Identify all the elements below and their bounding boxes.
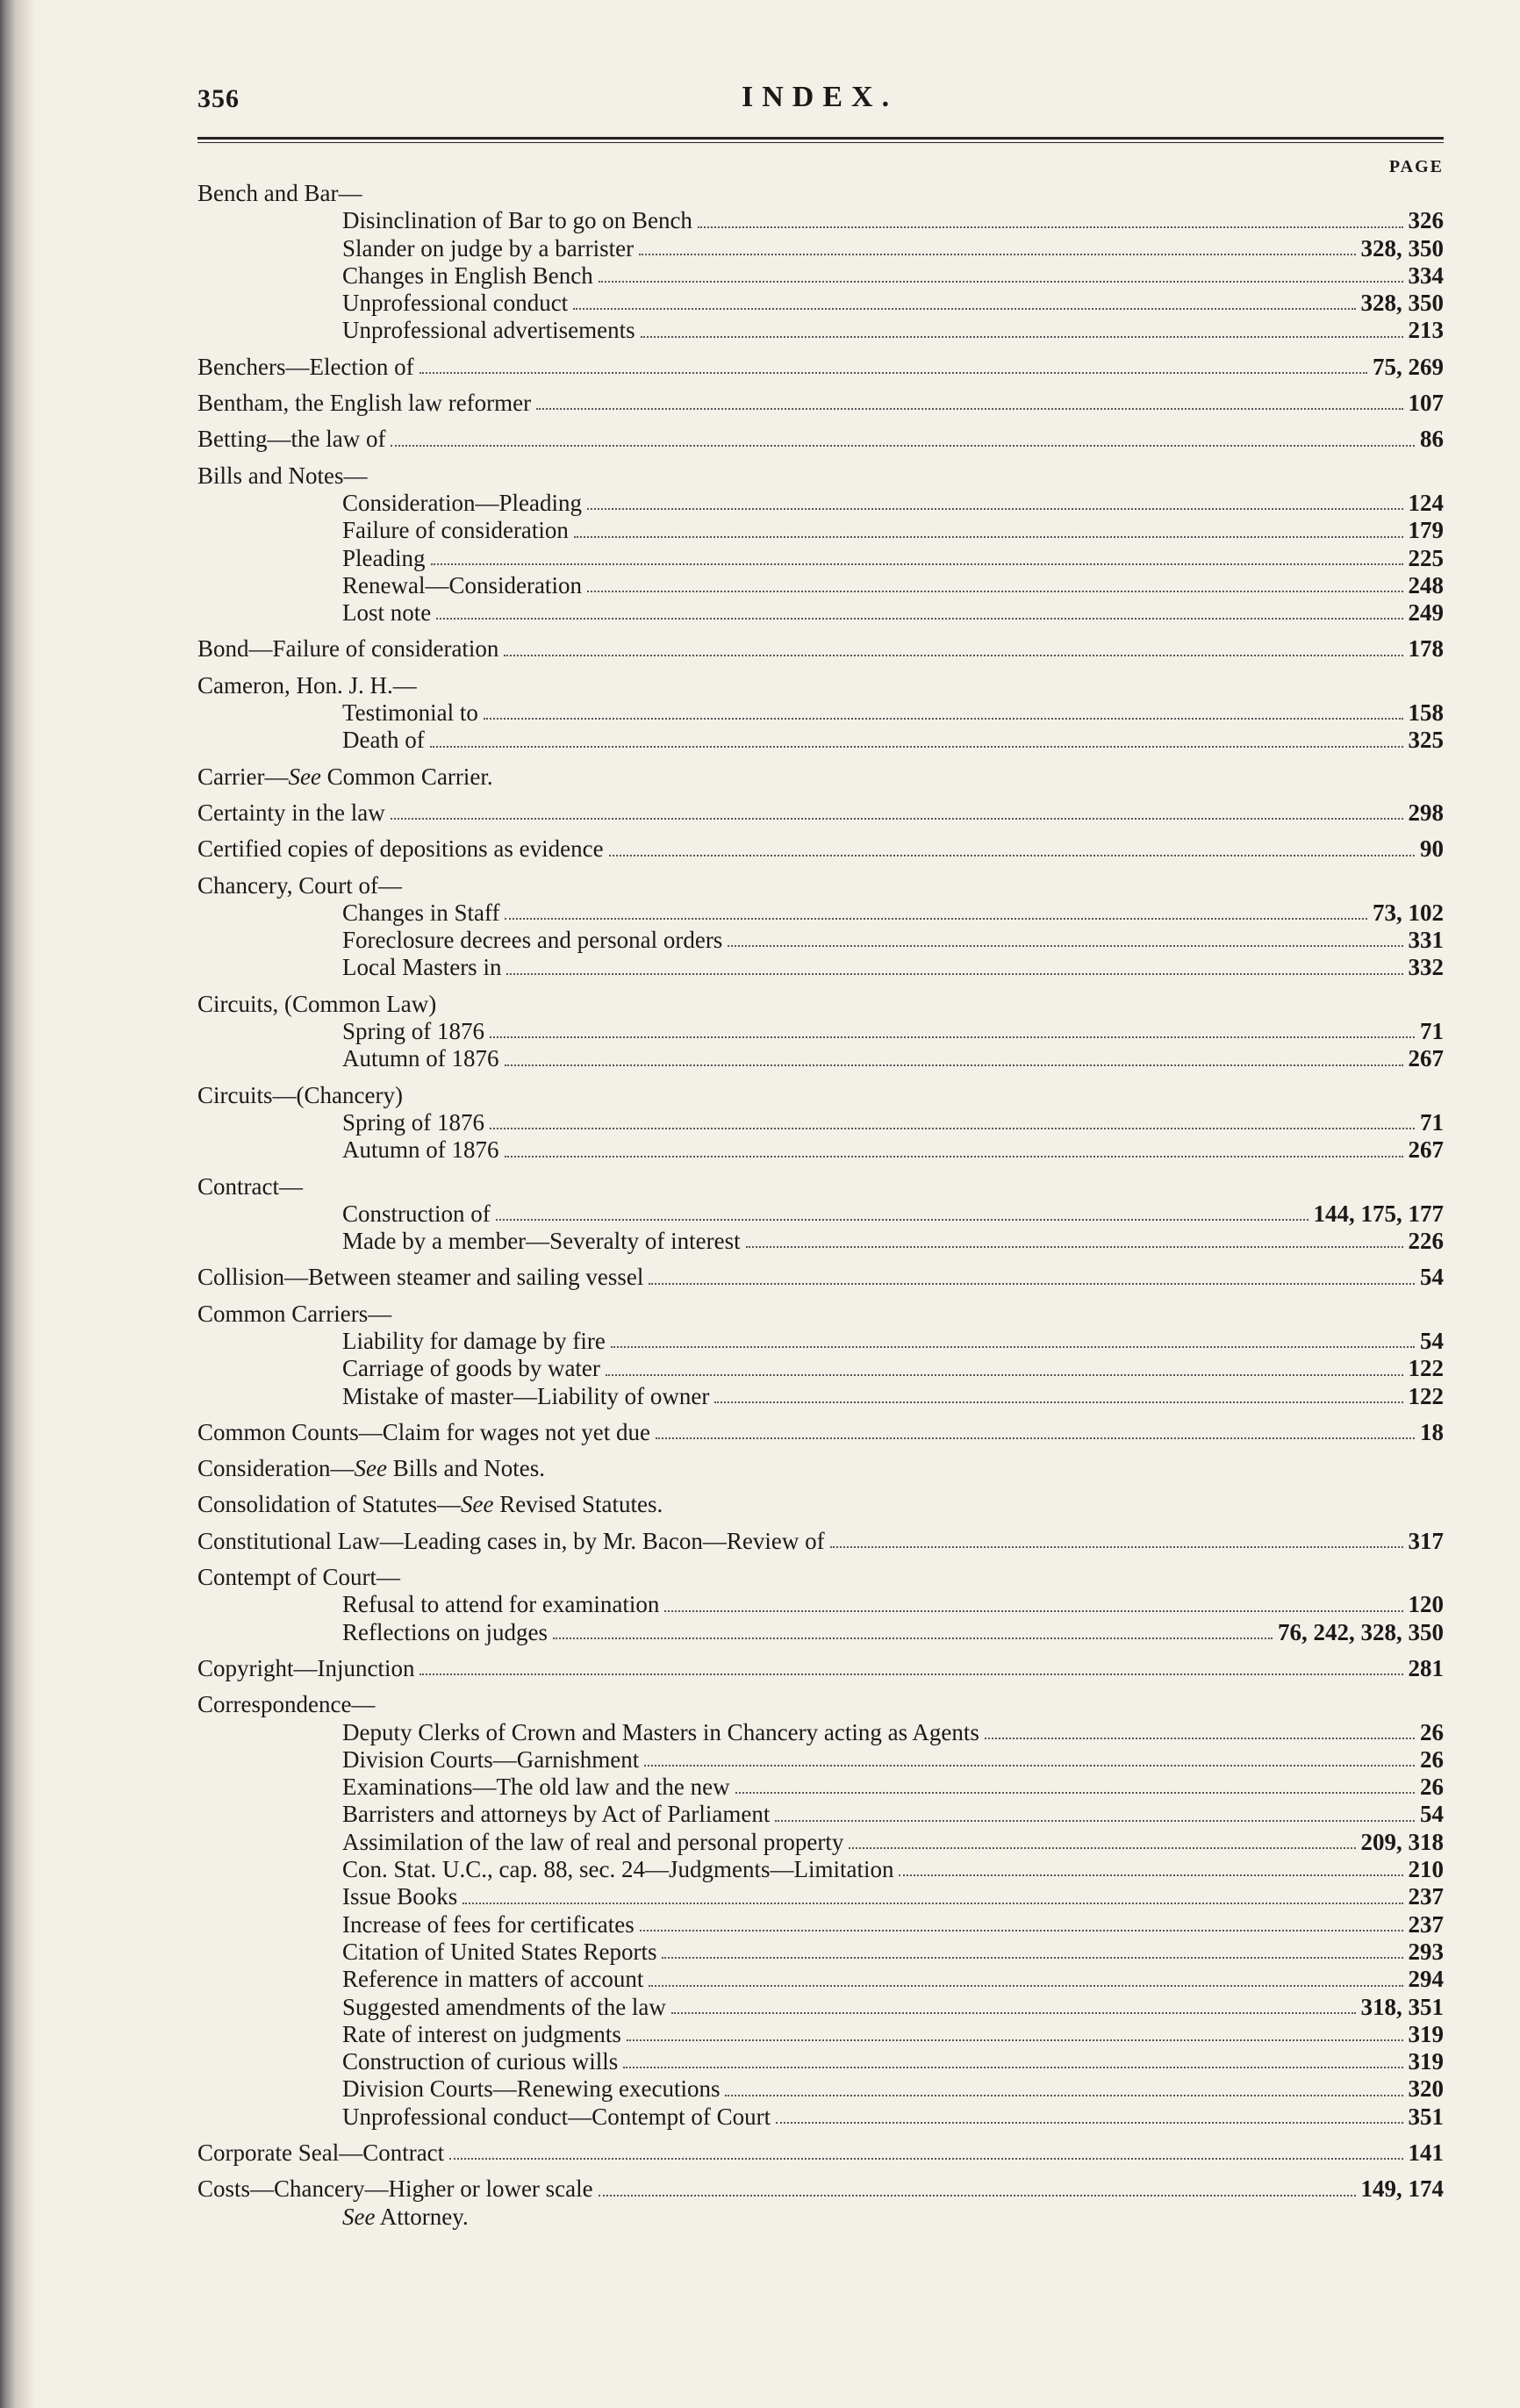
- index-entry: [197, 872, 1444, 982]
- header-rule: [197, 137, 1444, 140]
- index-entry: [197, 1655, 1444, 1682]
- page-reference: 328, 350: [1360, 234, 1444, 262]
- index-entry: [197, 991, 1444, 1073]
- index-heading: [197, 2175, 1444, 2203]
- dot-leader: [391, 817, 1403, 820]
- page-reference: 267: [1408, 1136, 1444, 1164]
- index-subentry: [197, 599, 1444, 627]
- index-heading: [197, 1491, 1444, 1518]
- index-subentry: [197, 1200, 1444, 1228]
- index-entry: [197, 672, 1444, 755]
- index-entry: [197, 2175, 1444, 2231]
- page-reference: 76, 242, 328, 350: [1278, 1618, 1444, 1645]
- index-heading: [197, 1564, 1444, 1591]
- subentry-text: Increase of fees for certificates: [342, 1910, 635, 1938]
- index-entry: [197, 1455, 1444, 1482]
- heading-text: Constitutional Law—Leading cases in, by Mr. Bacon—Review of: [197, 1527, 825, 1554]
- dot-leader: [728, 944, 1402, 947]
- dot-leader: [899, 1874, 1402, 1876]
- index-entry: [197, 1419, 1444, 1446]
- index-entry: [197, 390, 1444, 417]
- heading-text: Costs—Chancery—Higher or lower scale: [197, 2175, 593, 2203]
- page-reference: 122: [1408, 1355, 1444, 1382]
- heading-text: Bills and Notes—: [197, 462, 368, 489]
- index-entry: [197, 1564, 1444, 1646]
- index-subentry: [197, 954, 1444, 981]
- index-subentry: [197, 1856, 1444, 1883]
- dot-leader: [609, 854, 1415, 856]
- index-heading: [197, 872, 1444, 899]
- page-reference: 294: [1408, 1966, 1444, 1993]
- page-reference: 237: [1408, 1883, 1444, 1910]
- index-entry: [197, 1082, 1444, 1165]
- page-reference: 179: [1408, 517, 1444, 544]
- subentry-text: Suggested amendments of the law: [342, 1993, 666, 2020]
- dot-leader: [640, 1929, 1403, 1931]
- index-entry: [197, 763, 1444, 791]
- dot-leader: [606, 1373, 1403, 1376]
- index-subentry: [197, 1829, 1444, 1856]
- subentry-text: Changes in English Bench: [342, 262, 593, 289]
- subentry-text: Slander on judge by a barrister: [342, 234, 635, 262]
- dot-leader: [496, 1218, 1308, 1221]
- dot-leader: [436, 617, 1402, 620]
- dot-leader: [391, 444, 1415, 447]
- subentry-text: Carriage of goods by water: [342, 1355, 600, 1382]
- page-reference: 318, 351: [1360, 1993, 1444, 2020]
- dot-leader: [649, 1984, 1402, 1987]
- dot-leader: [698, 226, 1403, 228]
- page-title: INDEX.: [742, 81, 899, 113]
- heading-text: Circuits—(Chancery): [197, 1081, 403, 1108]
- dot-leader: [627, 2039, 1403, 2041]
- dot-leader: [649, 1282, 1415, 1285]
- heading-text: Chancery, Court of—: [197, 871, 402, 899]
- dot-leader: [462, 1902, 1402, 1904]
- index-subentry: [197, 1994, 1444, 2021]
- page-reference: 54: [1420, 1801, 1444, 1828]
- index-subentry: [197, 927, 1444, 954]
- index-entries: [197, 180, 1444, 2231]
- heading-text: Collision—Between steamer and sailing vessel: [197, 1264, 644, 1291]
- index-heading: [197, 390, 1444, 417]
- dot-leader: [419, 371, 1367, 374]
- index-heading: [197, 2139, 1444, 2167]
- subentry-text: Lost note: [342, 599, 432, 627]
- heading-text: Contempt of Court—: [197, 1564, 400, 1591]
- index-subentry: [197, 699, 1444, 727]
- index-subentry: [197, 1911, 1444, 1939]
- dot-leader: [849, 1846, 1355, 1849]
- subentry-text: Construction of: [342, 1200, 491, 1227]
- index-entry: [197, 180, 1444, 345]
- subentry-text: Testimonial to: [342, 699, 478, 727]
- page-reference: 298: [1408, 799, 1444, 826]
- index-heading: [197, 180, 1444, 207]
- page-reference: 249: [1408, 599, 1444, 627]
- index-entry: [197, 2139, 1444, 2167]
- page-reference: 225: [1408, 544, 1444, 571]
- page-reference: 26: [1420, 1718, 1444, 1745]
- dot-leader: [714, 1401, 1402, 1403]
- dot-leader: [644, 1764, 1415, 1767]
- header-rule-thin: [197, 142, 1444, 143]
- page-reference: 26: [1420, 1745, 1444, 1773]
- index-subentry: [197, 490, 1444, 517]
- dot-leader: [506, 972, 1402, 975]
- index-subentry: [197, 545, 1444, 572]
- heading-text: Common Counts—Claim for wages not yet due: [197, 1418, 650, 1445]
- heading-text: Cameron, Hon. J. H.—: [197, 671, 417, 699]
- index-heading: [197, 1419, 1444, 1446]
- page-reference: 209, 318: [1360, 1828, 1444, 1855]
- subentry-text: Reference in matters of account: [342, 1966, 644, 1993]
- dot-leader: [830, 1545, 1403, 1548]
- page-reference: 107: [1408, 390, 1444, 417]
- heading-text: Certainty in the law: [197, 799, 385, 826]
- subentry-text: Spring of 1876: [342, 1108, 484, 1136]
- dot-leader: [599, 280, 1403, 283]
- page-reference: 325: [1408, 727, 1444, 754]
- dot-leader: [775, 1819, 1415, 1822]
- page-reference: 210: [1408, 1856, 1444, 1883]
- page-reference: 317: [1408, 1527, 1444, 1554]
- subentry-text: Consideration—Pleading: [342, 489, 582, 516]
- dot-leader: [671, 2011, 1356, 2014]
- index-subentry: [197, 2048, 1444, 2075]
- index-subentry: [197, 1328, 1444, 1355]
- index-subentry: [197, 727, 1444, 754]
- dot-leader: [490, 1036, 1415, 1038]
- page-reference: 73, 102: [1373, 899, 1444, 926]
- page-reference: 319: [1408, 2020, 1444, 2047]
- page-reference: 332: [1408, 954, 1444, 981]
- dot-leader: [664, 1609, 1402, 1612]
- subentry-text: Construction of curious wills: [342, 2048, 619, 2075]
- page-reference: 124: [1408, 489, 1444, 516]
- dot-leader: [735, 1791, 1415, 1794]
- dot-leader: [449, 2157, 1402, 2160]
- index-subentry: [197, 1136, 1444, 1164]
- heading-text: Benchers—Election of: [197, 353, 414, 380]
- heading-text: Bond—Failure of consideration: [197, 635, 499, 663]
- dot-leader: [431, 563, 1403, 565]
- index-subentry: [197, 2204, 1444, 2231]
- subentry-text: Failure of consideration: [342, 517, 569, 544]
- index-entry: [197, 1301, 1444, 1410]
- index-subentry: [197, 2021, 1444, 2048]
- dot-leader: [662, 1956, 1402, 1959]
- heading-text: Common Carriers—: [197, 1300, 392, 1327]
- page-reference: 71: [1420, 1018, 1444, 1045]
- dot-leader: [587, 507, 1403, 510]
- index-entry: [197, 1691, 1444, 2131]
- index-subentry: [197, 317, 1444, 344]
- heading-text: Circuits, (Common Law): [197, 990, 437, 1017]
- index-heading: [197, 1264, 1444, 1291]
- index-heading: [197, 1082, 1444, 1109]
- subentry-text: See Attorney.: [342, 2203, 469, 2230]
- page-reference: 120: [1408, 1591, 1444, 1618]
- subentry-text: Autumn of 1876: [342, 1136, 499, 1164]
- dot-leader: [599, 2194, 1356, 2197]
- heading-text: Betting—the law of: [197, 426, 386, 453]
- dot-leader: [574, 535, 1403, 538]
- page-reference: 141: [1408, 2139, 1444, 2166]
- dot-leader: [623, 2066, 1402, 2068]
- page-reference: 18: [1420, 1418, 1444, 1445]
- page-reference: 54: [1420, 1327, 1444, 1354]
- subentry-text: Changes in Staff: [342, 899, 500, 926]
- dot-leader: [430, 745, 1403, 748]
- page-reference: 122: [1408, 1382, 1444, 1409]
- subentry-text: Made by a member—Severalty of interest: [342, 1228, 741, 1255]
- index-subentry: [197, 2103, 1444, 2131]
- index-subentry: [197, 1619, 1444, 1646]
- subentry-text: Liability for damage by fire: [342, 1327, 606, 1354]
- index-heading: [197, 426, 1444, 453]
- index-subentry: [197, 262, 1444, 290]
- subentry-text: Local Masters in: [342, 954, 502, 981]
- index-entry: [197, 354, 1444, 381]
- index-subentry: [197, 1383, 1444, 1410]
- page-reference: 331: [1408, 927, 1444, 954]
- page-reference: 86: [1420, 426, 1444, 453]
- page-reference: 75, 269: [1373, 353, 1444, 380]
- dot-leader: [505, 917, 1367, 920]
- page-reference: 54: [1420, 1264, 1444, 1291]
- page-binding-shadow: [0, 0, 35, 2408]
- dot-leader: [484, 717, 1403, 720]
- index-heading: [197, 1455, 1444, 1482]
- dot-leader: [611, 1345, 1415, 1348]
- dot-leader: [419, 1673, 1402, 1675]
- dot-leader: [641, 335, 1403, 338]
- page-reference: 319: [1408, 2048, 1444, 2075]
- index-subentry: [197, 899, 1444, 927]
- index-subentry: [197, 290, 1444, 317]
- index-subentry: [197, 1109, 1444, 1136]
- index-entry: [197, 635, 1444, 663]
- subentry-text: Barristers and attorneys by Act of Parliament: [342, 1801, 771, 1828]
- index-heading: [197, 991, 1444, 1018]
- subentry-text: Issue Books: [342, 1883, 458, 1910]
- subentry-text: Autumn of 1876: [342, 1045, 499, 1072]
- index-heading: [197, 354, 1444, 381]
- index-subentry: [197, 517, 1444, 544]
- page-reference: 90: [1420, 835, 1444, 863]
- subentry-text: Unprofessional conduct—Contempt of Court: [342, 2103, 771, 2130]
- index-subentry: [197, 1801, 1444, 1828]
- index-subentry: [197, 1228, 1444, 1255]
- dot-leader: [573, 307, 1355, 310]
- subentry-text: Con. Stat. U.C., cap. 88, sec. 24—Judgments—Limitation: [342, 1856, 894, 1883]
- index-page: [197, 79, 1444, 2240]
- dot-leader: [505, 1155, 1403, 1157]
- subentry-text: Unprofessional advertisements: [342, 317, 635, 344]
- heading-text: Carrier—See Common Carrier.: [197, 763, 493, 790]
- index-subentry: [197, 1746, 1444, 1774]
- heading-text: Corporate Seal—Contract: [197, 2139, 445, 2166]
- page-reference: 326: [1408, 207, 1444, 234]
- index-heading: [197, 1173, 1444, 1200]
- subentry-text: Rate of interest on judgments: [342, 2020, 621, 2047]
- index-entry: [197, 1528, 1444, 1555]
- heading-text: Certified copies of depositions as evidence: [197, 835, 604, 863]
- page-reference: 26: [1420, 1774, 1444, 1801]
- index-subentry: [197, 1966, 1444, 1993]
- index-subentry: [197, 2075, 1444, 2103]
- index-heading: [197, 1691, 1444, 1718]
- page-reference: 144, 175, 177: [1313, 1200, 1444, 1227]
- heading-text: Contract—: [197, 1172, 303, 1200]
- page-reference: 351: [1408, 2103, 1444, 2130]
- dot-leader: [536, 407, 1402, 410]
- index-heading: [197, 1655, 1444, 1682]
- subentry-text: Division Courts—Garnishment: [342, 1745, 640, 1773]
- page-reference: 213: [1408, 317, 1444, 344]
- index-heading: [197, 763, 1444, 791]
- index-subentry: [197, 1591, 1444, 1618]
- dot-leader: [746, 1245, 1403, 1248]
- subentry-text: Unprofessional conduct: [342, 290, 569, 317]
- dot-leader: [639, 253, 1355, 255]
- index-subentry: [197, 1939, 1444, 1966]
- index-heading: [197, 1301, 1444, 1328]
- subentry-text: Pleading: [342, 544, 426, 571]
- dot-leader: [656, 1437, 1415, 1439]
- heading-text: Bentham, the English law reformer: [197, 390, 532, 417]
- index-subentry: [197, 1045, 1444, 1072]
- index-entry: [197, 835, 1444, 863]
- subentry-text: Spring of 1876: [342, 1018, 484, 1045]
- subentry-text: Citation of United States Reports: [342, 1938, 657, 1965]
- page-reference: 334: [1408, 262, 1444, 289]
- heading-text: Consideration—See Bills and Notes.: [197, 1455, 545, 1482]
- dot-leader: [553, 1637, 1273, 1639]
- subentry-text: Examinations—The old law and the new: [342, 1774, 730, 1801]
- index-entry: [197, 1264, 1444, 1291]
- index-heading: [197, 835, 1444, 863]
- page-reference: 248: [1408, 571, 1444, 598]
- heading-text: Bench and Bar—: [197, 180, 362, 206]
- subentry-text: Reflections on judges: [342, 1618, 548, 1645]
- subentry-text: Renewal—Consideration: [342, 571, 582, 598]
- index-entry: [197, 799, 1444, 827]
- page-reference: 178: [1408, 635, 1444, 663]
- dot-leader: [490, 1127, 1415, 1129]
- index-entry: [197, 1173, 1444, 1256]
- subentry-text: Refusal to attend for examination: [342, 1591, 660, 1618]
- index-heading: [197, 672, 1444, 699]
- index-subentry: [197, 1018, 1444, 1045]
- page-reference: 149, 174: [1360, 2175, 1444, 2203]
- subentry-text: Deputy Clerks of Crown and Masters in Chancery acting as Agents: [342, 1718, 979, 1745]
- index-subentry: [197, 1355, 1444, 1382]
- index-entry: [197, 462, 1444, 627]
- dot-leader: [505, 1064, 1403, 1066]
- dot-leader: [776, 2121, 1402, 2124]
- index-heading: [197, 799, 1444, 827]
- dot-leader: [725, 2094, 1402, 2096]
- subentry-text: Division Courts—Renewing executions: [342, 2075, 721, 2103]
- index-heading: [197, 462, 1444, 490]
- subentry-text: Disinclination of Bar to go on Bench: [342, 207, 692, 234]
- dot-leader: [504, 654, 1402, 656]
- index-subentry: [197, 572, 1444, 599]
- page-reference: 267: [1408, 1045, 1444, 1072]
- page-reference: 226: [1408, 1228, 1444, 1255]
- dot-leader: [587, 590, 1403, 592]
- page-header: [197, 79, 1444, 132]
- heading-text: Correspondence—: [197, 1691, 376, 1718]
- subentry-text: Foreclosure decrees and personal orders: [342, 927, 723, 954]
- heading-text: Consolidation of Statutes—See Revised Statutes.: [197, 1491, 663, 1518]
- page-reference: 71: [1420, 1108, 1444, 1136]
- page-column-label: PAGE: [1388, 157, 1444, 176]
- dot-leader: [985, 1737, 1415, 1739]
- index-heading: [197, 635, 1444, 663]
- index-entry: [197, 1491, 1444, 1518]
- subentry-text: Mistake of master—Liability of owner: [342, 1382, 710, 1409]
- subentry-text: Death of: [342, 727, 425, 754]
- subentry-text: Assimilation of the law of real and personal property: [342, 1828, 844, 1855]
- page-reference: 281: [1408, 1654, 1444, 1681]
- index-entry: [197, 426, 1444, 453]
- index-subentry: [197, 235, 1444, 262]
- page-reference: 293: [1408, 1938, 1444, 1965]
- heading-text: Copyright—Injunction: [197, 1654, 415, 1681]
- page-reference: 320: [1408, 2075, 1444, 2103]
- index-heading: [197, 1528, 1444, 1555]
- page-reference: 158: [1408, 699, 1444, 727]
- page-reference: 237: [1408, 1910, 1444, 1938]
- index-subentry: [197, 1774, 1444, 1801]
- index-subentry: [197, 1883, 1444, 1910]
- page-reference: 328, 350: [1360, 290, 1444, 317]
- index-subentry: [197, 207, 1444, 234]
- page-number: 356: [197, 84, 240, 113]
- index-subentry: [197, 1719, 1444, 1746]
